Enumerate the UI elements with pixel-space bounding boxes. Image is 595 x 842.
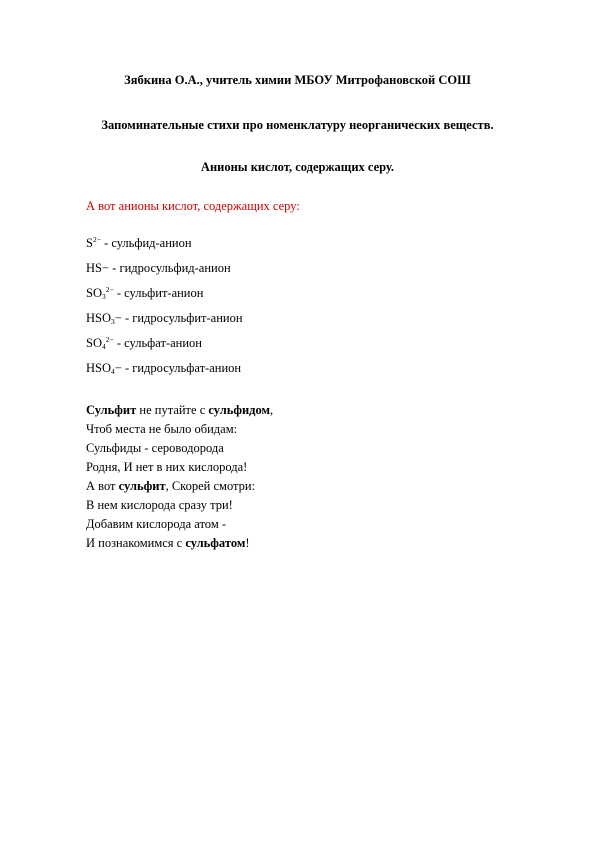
anion-formula — [86, 311, 122, 325]
formula-base: SO — [86, 286, 102, 300]
anion-name: - гидросульфат-анион — [121, 361, 242, 375]
poem-line — [86, 477, 273, 496]
poem-line — [86, 420, 273, 439]
formula-subscript: 3 — [111, 317, 115, 326]
poem-text: Родня, И нет в них кислорода! — [86, 460, 248, 474]
poem-line — [86, 439, 273, 458]
poem-line — [86, 458, 273, 477]
anion-item — [86, 334, 243, 359]
poem-keyword: Сульфит — [86, 403, 137, 417]
anion-name: - сульфат-анион — [113, 336, 202, 350]
formula-charge: 2− — [105, 285, 114, 294]
formula-subscript: 3 — [101, 292, 106, 301]
poem-text: А вот — [86, 479, 119, 493]
poem-line — [86, 534, 273, 553]
anion-name: - гидросульфид-анион — [109, 261, 231, 275]
poem-text: , Скорей смотри: — [165, 479, 256, 493]
poem-text: Добавим кислорода атом - — [86, 517, 227, 531]
formula-subscript: 4 — [101, 342, 106, 351]
formula-charge: − — [114, 361, 122, 375]
anion-name: - сульфид-анион — [100, 236, 192, 250]
anion-item — [86, 234, 243, 259]
anion-formula — [86, 236, 101, 250]
anion-name: - сульфит-анион — [113, 286, 204, 300]
poem-line — [86, 515, 273, 534]
intro-text: А вот анионы кислот, содержащих серу: — [86, 199, 300, 213]
formula-base: SO — [86, 336, 102, 350]
anion-formula — [86, 261, 109, 275]
poem-keyword: сульфит — [118, 479, 166, 493]
formula-subscript: 4 — [111, 367, 115, 376]
formula-charge: 2− — [105, 335, 114, 344]
poem-keyword: сульфидом — [208, 403, 271, 417]
formula-base: HSO — [86, 311, 112, 325]
poem-text: , — [270, 403, 274, 417]
formula-charge: − — [101, 261, 110, 275]
anion-list — [86, 234, 243, 384]
formula-base: HSO — [86, 361, 112, 375]
poem-text: В нем кислорода сразу три! — [86, 498, 233, 512]
poem-text: Сульфиды - сероводорода — [86, 441, 224, 455]
anion-item — [86, 309, 243, 334]
anion-formula — [86, 336, 114, 350]
anion-formula — [86, 286, 114, 300]
anion-formula — [86, 361, 122, 375]
poem-text: И познакомимся с — [86, 536, 186, 550]
poem-text: Чтоб места не было обидам: — [86, 422, 238, 436]
poem-text: не путайте с — [136, 403, 209, 417]
anion-item — [86, 284, 243, 309]
poem-line — [86, 401, 273, 420]
document-title: Запоминательные стихи про номенклатуру неорганических веществ. — [101, 118, 494, 132]
author-line: Зябкина О.А., учитель химии МБОУ Митрофановской СОШ — [124, 73, 471, 87]
anion-name: - гидросульфит-анион — [121, 311, 243, 325]
formula-base: S — [86, 236, 93, 250]
poem-text: ! — [245, 536, 250, 550]
formula-base: HS — [86, 261, 102, 275]
poem-line — [86, 496, 273, 515]
poem-keyword: сульфатом — [185, 536, 246, 550]
anion-item — [86, 259, 243, 284]
section-subtitle: Анионы кислот, содержащих серу. — [200, 160, 395, 174]
poem — [86, 401, 273, 553]
formula-charge: 2− — [92, 235, 101, 244]
anion-item — [86, 359, 243, 384]
formula-charge: − — [114, 311, 122, 325]
